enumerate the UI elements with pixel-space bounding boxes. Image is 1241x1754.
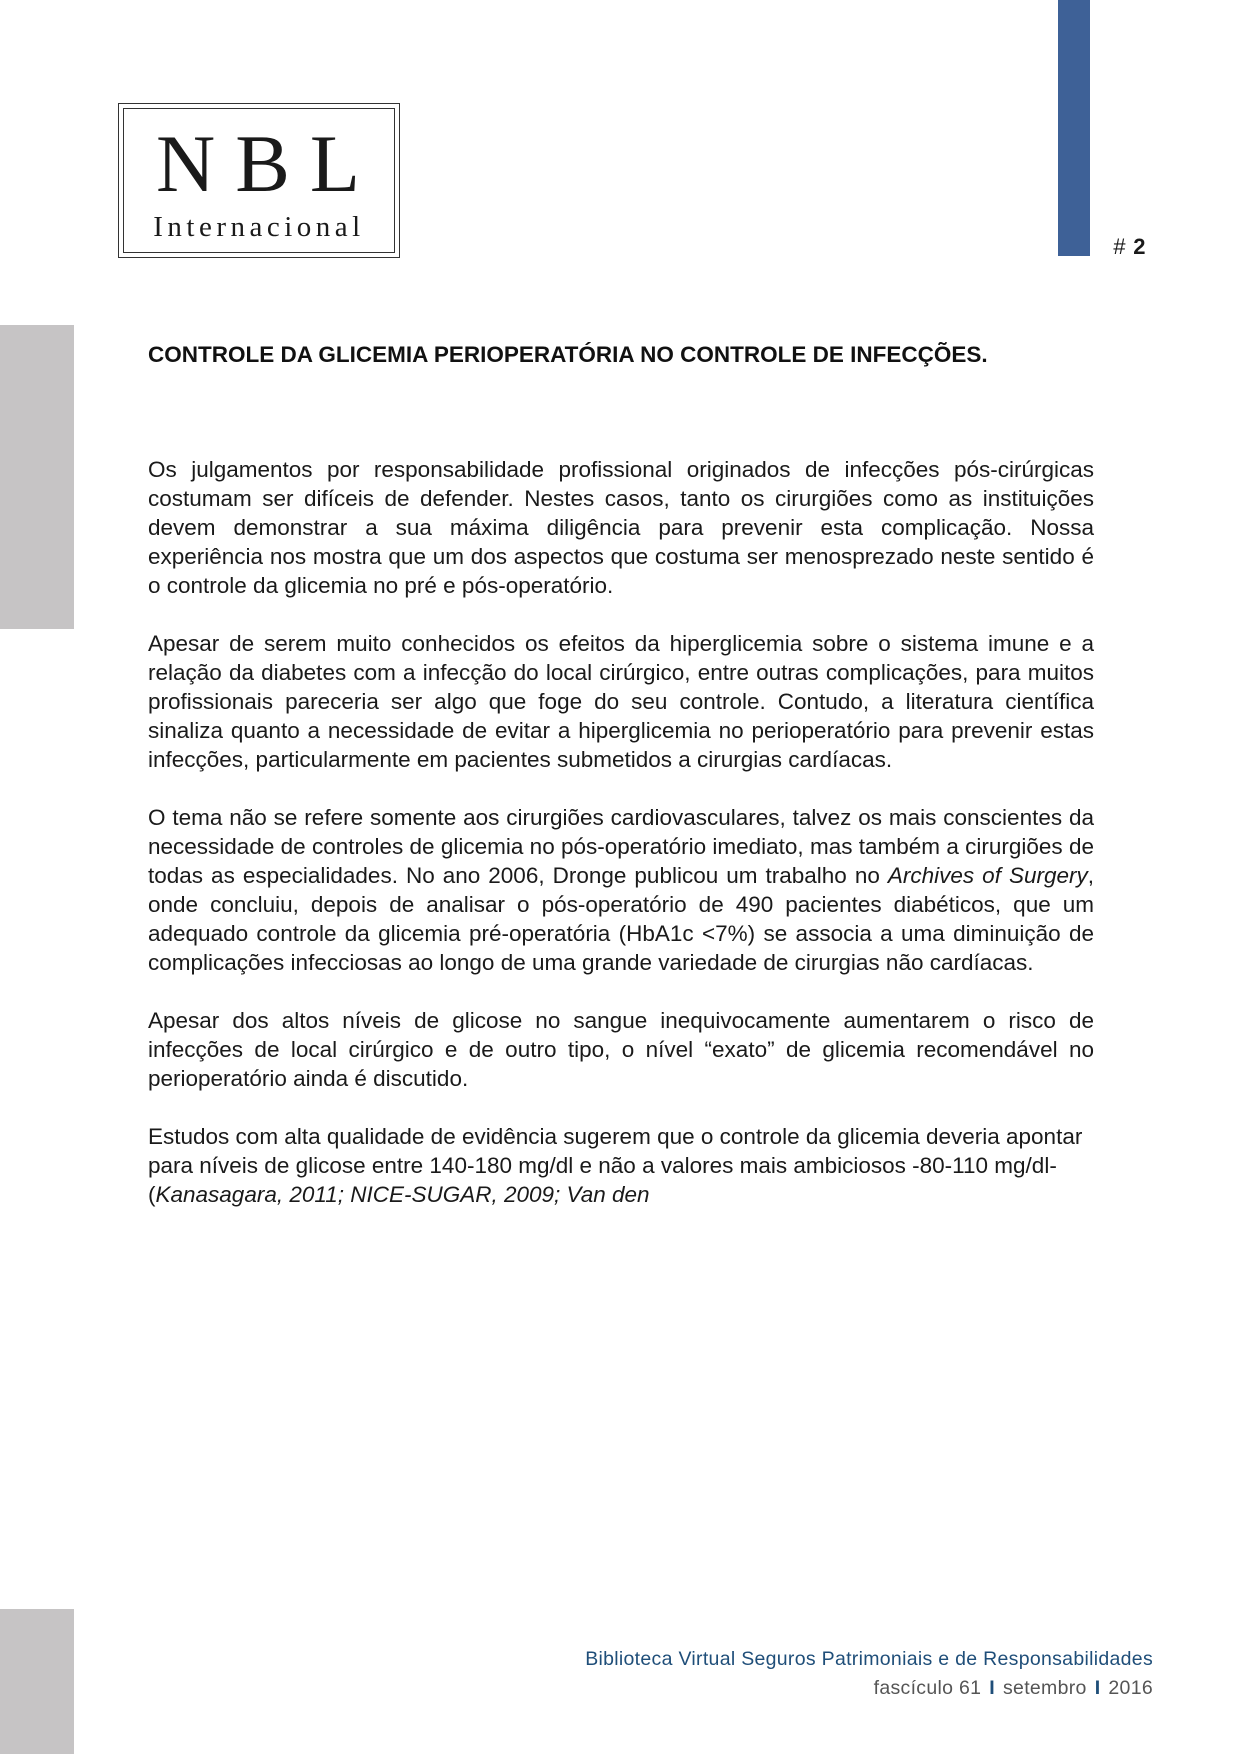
paragraph-3 <box>148 803 1094 977</box>
journal-name: Archives of Surgery <box>887 863 1088 888</box>
side-tab-top <box>0 325 74 629</box>
footer-year: 2016 <box>1108 1677 1153 1699</box>
footer-issue-info <box>874 1677 1153 1700</box>
nbl-logo <box>118 103 400 258</box>
citations: Kanasagara, 2011; NICE-SUGAR, 2009; Van den <box>155 1182 650 1207</box>
footer-publication: Biblioteca Virtual Seguros Patrimoniais e de Responsabilidades <box>585 1648 1153 1670</box>
paragraph-5 <box>148 1122 1094 1209</box>
paragraph-5-text: Estudos com alta qualidade de evidência sugerem que o controle da glicemia deveria apontar para níveis de glicose entre 140-180 mg/dl e não a valores mais ambiciosos -80-110 mg/dl- ( <box>148 1124 1083 1207</box>
paragraph-3-text-a: O tema não se refere somente aos cirurgiões cardiovasculares, talvez os mais conscientes da necessidade de controles de glicemia no pós-operatório imediato, mas também a cirurgiões de todas as especialidades. No ano 2006, Dronge publicou um trabalho no <box>148 805 1094 888</box>
side-tab-bottom <box>0 1609 74 1754</box>
article-body <box>148 455 1094 1238</box>
footer-separator: I <box>989 1677 995 1699</box>
logo-inner-border <box>123 108 395 253</box>
paragraph-3-text-b: , onde concluiu, depois de analisar o pós-operatório de 490 pacientes diabéticos, que um adequado controle da glicemia pré-operatória (HbA1c <7%) se associa a uma diminuição de complicações infecciosas ao longo de uma grande variedade de cirurgias não cardíacas. <box>148 863 1095 975</box>
paragraph-4: Apesar dos altos níveis de glicose no sangue inequivocamente aumentarem o risco de infecções de local cirúrgico e de outro tipo, o nível “exato” de glicemia recomendável no perioperatório ainda é discutido. <box>148 1008 1094 1091</box>
footer-separator: I <box>1094 1677 1101 1699</box>
article-title: CONTROLE DA GLICEMIA PERIOPERATÓRIA NO CONTROLE DE INFECÇÕES. <box>148 342 988 367</box>
paragraph-2: Apesar de serem muito conhecidos os efeitos da hiperglicemia sobre o sistema imune e a relação da diabetes com a infecção do local cirúrgico, entre outras complicações, para muitos profissionais pareceria ser algo que foge do seu controle. Contudo, a literatura científica sinaliza quanto a necessidade de evitar a hiperglicemia no perioperatório para prevenir estas infecções, particularmente em pacientes submetidos a cirurgias cardíacas. <box>148 631 1094 772</box>
accent-bar <box>1058 0 1090 256</box>
paragraph-1: Os julgamentos por responsabilidade profissional originados de infecções pós-cirúrgicas costumam ser difíceis de defender. Nestes casos, tanto os cirurgiões como as instituições devem demonstrar a sua máxima diligência para prevenir esta complicação. Nossa experiência nos mostra que um dos aspectos que costuma ser menosprezado neste sentido é o controle da glicemia no pré e pós-operatório. <box>148 457 1094 598</box>
logo-main-text: NBL <box>156 118 380 209</box>
logo-sub-text: Internacional <box>153 211 365 243</box>
page-number-value: 2 <box>1133 234 1146 259</box>
page-number <box>1113 234 1146 260</box>
page-number-hash: # <box>1113 234 1126 259</box>
footer-issue: fascículo 61 <box>873 1677 982 1699</box>
footer-month: setembro <box>1003 1677 1087 1699</box>
